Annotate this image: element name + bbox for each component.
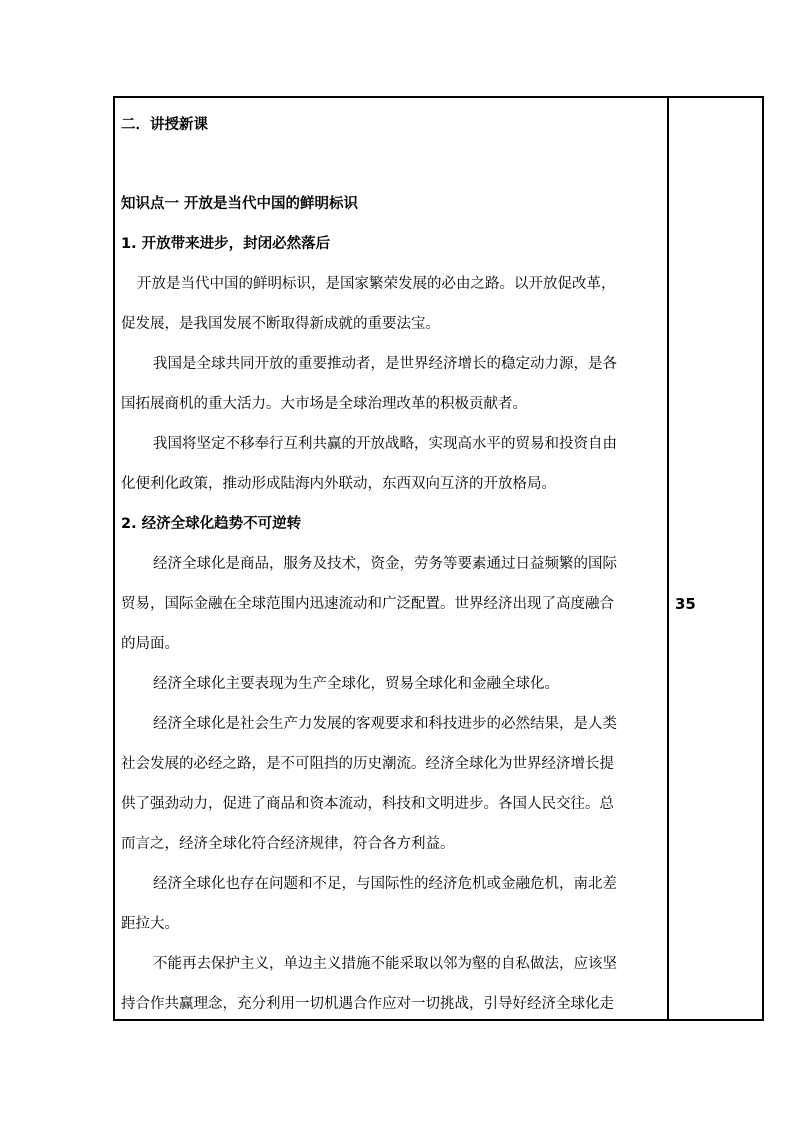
- paragraph-4-line-1: 经济全球化是商品，服务及技术，资金，劳务等要素通过日益频繁的国际: [153, 556, 617, 572]
- lesson-content-cell: [115, 98, 667, 1019]
- paragraph-4-line-3: 的局面。: [121, 636, 179, 652]
- paragraph-5-line-1: 经济全球化主要表现为生产全球化，贸易全球化和金融全球化。: [153, 676, 559, 692]
- knowledge-point-title: 知识点一 开放是当代中国的鲜明标识: [121, 196, 359, 212]
- paragraph-2-line-1: 我国是全球共同开放的重要推动者，是世界经济增长的稳定动力源，是各: [153, 356, 617, 372]
- paragraph-3-line-2: 化便利化政策，推动形成陆海内外联动，东西双向互济的开放格局。: [121, 476, 556, 492]
- time-minutes: 35: [675, 595, 696, 613]
- section-title: 二．讲授新课: [121, 117, 208, 133]
- paragraph-6-line-3: 供了强劲动力，促进了商品和资本流动，科技和文明进步。各国人民交往。总: [121, 796, 614, 812]
- paragraph-1-line-1: 开放是当代中国的鲜明标识，是国家繁荣发展的必由之路。以开放促改革，: [137, 276, 616, 292]
- subheading-1: 1. 开放带来进步，封闭必然落后: [121, 236, 331, 252]
- subheading-2: 2. 经济全球化趋势不可逆转: [121, 516, 302, 532]
- paragraph-6-line-1: 经济全球化是社会生产力发展的客观要求和科技进步的必然结果，是人类: [153, 716, 617, 732]
- paragraph-8-line-1: 不能再去保护主义，单边主义措施不能采取以邻为壑的自私做法，应该坚: [153, 956, 617, 972]
- paragraph-3-line-1: 我国将坚定不移奉行互利共赢的开放战略，实现高水平的贸易和投资自由: [153, 436, 617, 452]
- lesson-table: [113, 96, 764, 1021]
- paragraph-6-line-4: 而言之，经济全球化符合经济规律，符合各方利益。: [121, 836, 455, 852]
- paragraph-7-line-1: 经济全球化也存在问题和不足，与国际性的经济危机或金融危机，南北差: [153, 876, 617, 892]
- paragraph-2-line-2: 国拓展商机的重大活力。大市场是全球治理改革的积极贡献者。: [121, 396, 527, 412]
- column-divider: [667, 98, 669, 1019]
- paragraph-6-line-2: 社会发展的必经之路，是不可阻挡的历史潮流。经济全球化为世界经济增长提: [121, 756, 614, 772]
- paragraph-8-line-2: 持合作共赢理念，充分利用一切机遇合作应对一切挑战，引导好经济全球化走: [121, 996, 614, 1012]
- paragraph-4-line-2: 贸易，国际金融在全球范围内迅速流动和广泛配置。世界经济出现了高度融合: [121, 596, 614, 612]
- paragraph-7-line-2: 距拉大。: [121, 916, 179, 932]
- paragraph-1-line-2: 促发展，是我国发展不断取得新成就的重要法宝。: [121, 316, 440, 332]
